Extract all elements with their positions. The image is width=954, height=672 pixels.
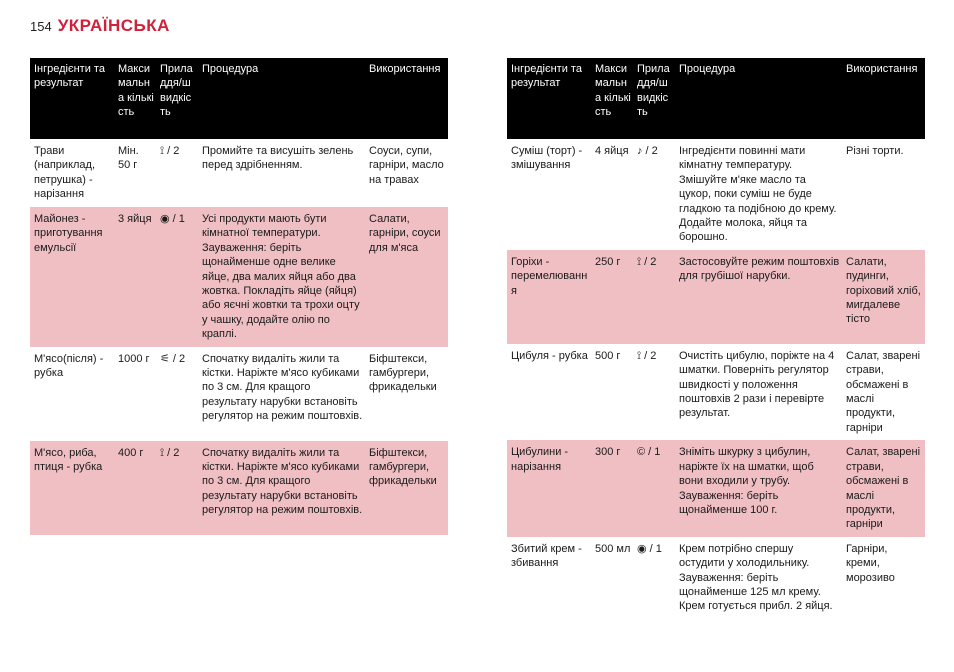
ingredient-cell: М'ясо(після) - рубка: [30, 347, 114, 441]
speed-label: / 2: [644, 255, 657, 268]
recipe-table-right: [507, 58, 925, 619]
usage-cell: Салат, зварені страви, обсмажені в маслі продукти, гарніри: [842, 344, 925, 440]
max-amount-cell: 1000 г: [114, 347, 156, 441]
procedure-cell: Застосовуйте режим поштовхів для грубішої нарубки.: [675, 250, 842, 344]
ingredient-cell: Збитий крем - збивання: [507, 537, 591, 619]
table-row: [30, 139, 448, 207]
table-row: [30, 207, 448, 347]
procedure-cell: Спочатку видаліть жили та кістки. Наріжте м'ясо кубиками по 3 см. Для кращого результату нарубки встановіть регулятор на режим поштовхів.: [198, 441, 365, 535]
language-title: УКРАЇНСЬКА: [57, 16, 170, 35]
max-amount-cell: 250 г: [591, 250, 633, 344]
tool-cell: [633, 250, 675, 344]
col-header-usage: Використання: [842, 58, 925, 139]
tool-cell: [633, 139, 675, 250]
max-amount-cell: 500 мл: [591, 537, 633, 619]
page-header: [30, 16, 170, 36]
speed-label: / 2: [644, 349, 657, 362]
max-amount-cell: 300 г: [591, 440, 633, 536]
col-header-procedure: Процедура: [675, 58, 842, 139]
tool-cell: [156, 347, 198, 441]
emulsifying-disc-icon: ◉: [160, 213, 170, 225]
tool-cell: [156, 139, 198, 207]
blade-icon: ⟟: [160, 145, 165, 157]
max-amount-cell: 500 г: [591, 344, 633, 440]
ingredient-cell: М'ясо, риба, птиця - рубка: [30, 441, 114, 535]
table-row: [30, 347, 448, 441]
col-header-max: Макси мальн а кількі сть: [114, 58, 156, 139]
procedure-cell: Зніміть шкурку з цибулин, наріжте їх на шматки, щоб вони входили у трубу. Зауваження: беріть щонайменше 100 г.: [675, 440, 842, 536]
tool-cell: [633, 344, 675, 440]
usage-cell: Салати, пудинги, горіховий хліб, мигдалеве тісто: [842, 250, 925, 344]
table-row: [507, 250, 925, 344]
table-header-row: [507, 58, 925, 139]
table-row: [30, 441, 448, 535]
usage-cell: Біфштекси, гамбургери, фрикадельки: [365, 347, 448, 441]
procedure-cell: Усі продукти мають бути кімнатної температури. Зауваження: беріть щонайменше одне велике яйце, два малих яйця або два жовтка. Покладіть яйце (яйця) або яєчні жовтки та трохи оцту у чашку, додайте олію по краплі.: [198, 207, 365, 347]
ingredient-cell: Горіхи - перемелювання: [507, 250, 591, 344]
speed-label: / 2: [167, 446, 180, 459]
table-row: [507, 537, 925, 619]
tool-cell: [156, 441, 198, 535]
speed-label: / 2: [645, 145, 658, 157]
col-header-ingredient: Інгредієнти та результат: [30, 58, 114, 139]
procedure-cell: Інгредієнти повинні мати кімнатну температуру. Змішуйте м'яке масло та цукор, поки суміш не буде гладкою та подібною до крему. Додайте молока, яйця та борошно.: [675, 139, 842, 250]
blade-icon: ⟟: [637, 349, 642, 362]
kneading-tool-icon: ♪: [637, 145, 643, 157]
procedure-cell: Крем потрібно спершу остудити у холодильнику. Зауваження: беріть щонайменше 125 мл крему. Крем готується прибл. 2 яйця.: [675, 537, 842, 619]
col-header-procedure: Процедура: [198, 58, 365, 139]
speed-label: / 1: [649, 542, 662, 555]
blade-icon: ⟟: [637, 255, 642, 268]
ingredient-cell: Цибуля - рубка: [507, 344, 591, 440]
slicing-disc-icon: ©: [637, 446, 646, 459]
pulse-icon: ⚟: [160, 352, 170, 365]
col-header-tool: Прила ддя/ш видкіс ть: [156, 58, 198, 139]
max-amount-cell: 3 яйця: [114, 207, 156, 347]
ingredient-cell: Цибулини - нарізання: [507, 440, 591, 536]
blade-icon: ⟟: [160, 446, 165, 459]
whipping-disc-icon: ◉: [637, 542, 647, 555]
table-header-row: [30, 58, 448, 139]
usage-cell: Салати, гарніри, соуси для м'яса: [365, 207, 448, 347]
usage-cell: Різні торти.: [842, 139, 925, 250]
procedure-cell: Промийте та висушіть зелень перед здрібненням.: [198, 139, 365, 207]
table-row: [507, 139, 925, 250]
recipe-table-left: [30, 58, 448, 535]
table-row: [507, 440, 925, 536]
ingredient-cell: Суміш (торт) - змішування: [507, 139, 591, 250]
ingredient-cell: Майонез - приготування емульсії: [30, 207, 114, 347]
speed-label: / 1: [172, 213, 185, 225]
procedure-cell: Очистіть цибулю, поріжте на 4 шматки. Поверніть регулятор швидкості у положення поштовхів 2 рази і перевірте результат.: [675, 344, 842, 440]
speed-label: / 2: [167, 145, 180, 157]
speed-label: / 2: [172, 352, 186, 365]
max-amount-cell: 400 г: [114, 441, 156, 535]
usage-cell: Гарніри, креми, морозиво: [842, 537, 925, 619]
tool-cell: [633, 440, 675, 536]
ingredient-cell: Трави (наприклад, петрушка) - нарізання: [30, 139, 114, 207]
speed-label: / 1: [648, 446, 661, 459]
max-amount-cell: 4 яйця: [591, 139, 633, 250]
usage-cell: Біфштекси, гамбургери, фрикадельки: [365, 441, 448, 535]
procedure-cell: Спочатку видаліть жили та кістки. Наріжте м'ясо кубиками по 3 см. Для кращого результату нарубки встановіть регулятор на режим поштовхів.: [198, 347, 365, 441]
col-header-ingredient: Інгредієнти та результат: [507, 58, 591, 139]
tool-cell: [633, 537, 675, 619]
page-number: 154: [30, 19, 52, 34]
usage-cell: Салат, зварені страви, обсмажені в маслі продукти, гарніри: [842, 440, 925, 536]
col-header-tool: Прила ддя/ш видкіс ть: [633, 58, 675, 139]
usage-cell: Соуси, супи, гарніри, масло на травах: [365, 139, 448, 207]
tool-cell: [156, 207, 198, 347]
max-amount-cell: Мін. 50 г: [114, 139, 156, 207]
col-header-max: Макси мальн а кількі сть: [591, 58, 633, 139]
table-row: [507, 344, 925, 440]
col-header-usage: Використання: [365, 58, 448, 139]
